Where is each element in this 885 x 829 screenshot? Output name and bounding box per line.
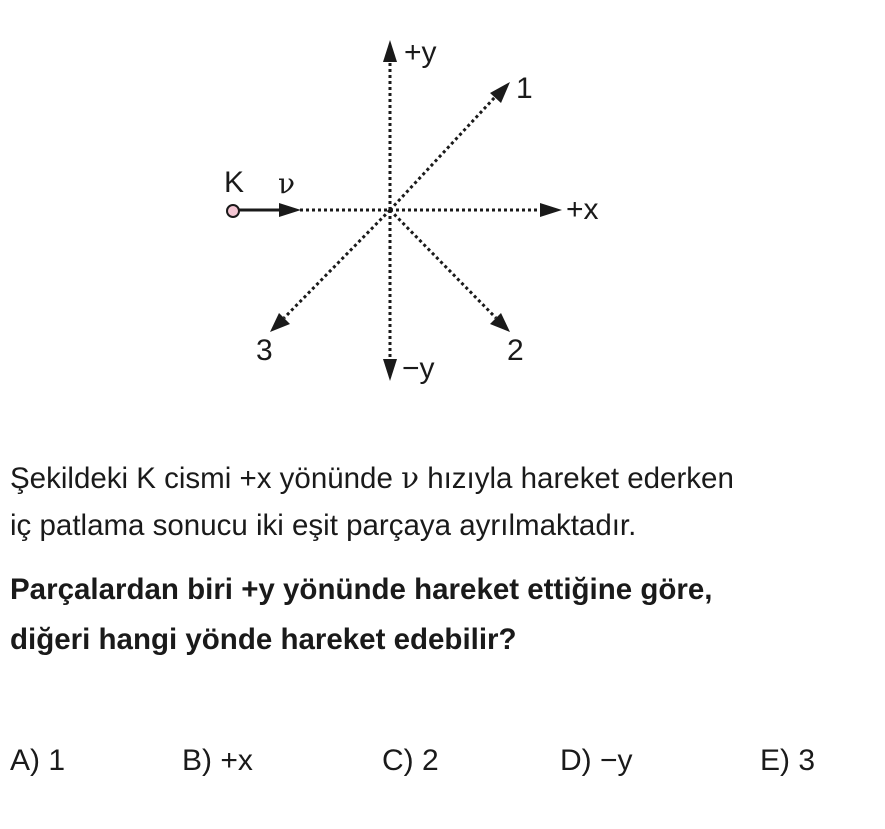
body-label: K [224, 166, 245, 199]
option-e-text: 3 [798, 744, 816, 777]
direction-2-arrowhead [490, 313, 510, 332]
positive-y-label: +y [404, 36, 437, 69]
option-e[interactable] [760, 744, 815, 778]
direction-1-line [390, 96, 496, 210]
velocity-label: ν [278, 167, 296, 200]
direction-3-line [284, 210, 390, 318]
option-d[interactable] [560, 744, 633, 778]
question-prompt-line-1: Parçalardan biri +y yönünde hareket ettiğine göre, [10, 573, 713, 606]
option-c-text: 2 [422, 744, 439, 777]
option-c-letter: C) [382, 744, 414, 777]
option-a-text: 1 [48, 744, 66, 777]
option-a[interactable] [10, 744, 65, 778]
option-b[interactable] [182, 744, 253, 778]
positive-y-arrowhead [383, 40, 397, 62]
option-b-letter: B) [182, 744, 212, 777]
stem-velocity-symbol: ν [401, 461, 419, 495]
velocity-arrowhead [279, 203, 301, 217]
question-stem-line-2: iç patlama sonucu iki eşit parçaya ayrılmaktadır. [10, 509, 637, 542]
positive-x-arrowhead [540, 203, 562, 217]
negative-y-label: −y [402, 352, 435, 385]
direction-2-line [390, 210, 496, 318]
direction-1-label: 1 [516, 72, 533, 105]
stem-text-a: Şekildeki K cismi +x yönünde [10, 462, 402, 495]
direction-2-label: 2 [507, 334, 524, 367]
option-a-letter: A) [10, 744, 40, 777]
positive-x-label: +x [566, 193, 599, 226]
direction-3-arrowhead [270, 313, 290, 332]
negative-y-arrowhead [383, 359, 397, 381]
stem-text-b: hızıyla hareket ederken [419, 462, 734, 495]
direction-3-label: 3 [256, 334, 273, 367]
option-b-text: +x [220, 744, 253, 777]
option-d-letter: D) [560, 744, 592, 777]
option-d-text: −y [600, 744, 633, 777]
option-c[interactable] [382, 744, 439, 778]
body-k-dot [227, 205, 239, 217]
question-stem-line-1 [10, 456, 734, 501]
option-e-letter: E) [760, 744, 790, 777]
question-prompt-line-2: diğeri hangi yönde hareket edebilir? [10, 623, 517, 656]
